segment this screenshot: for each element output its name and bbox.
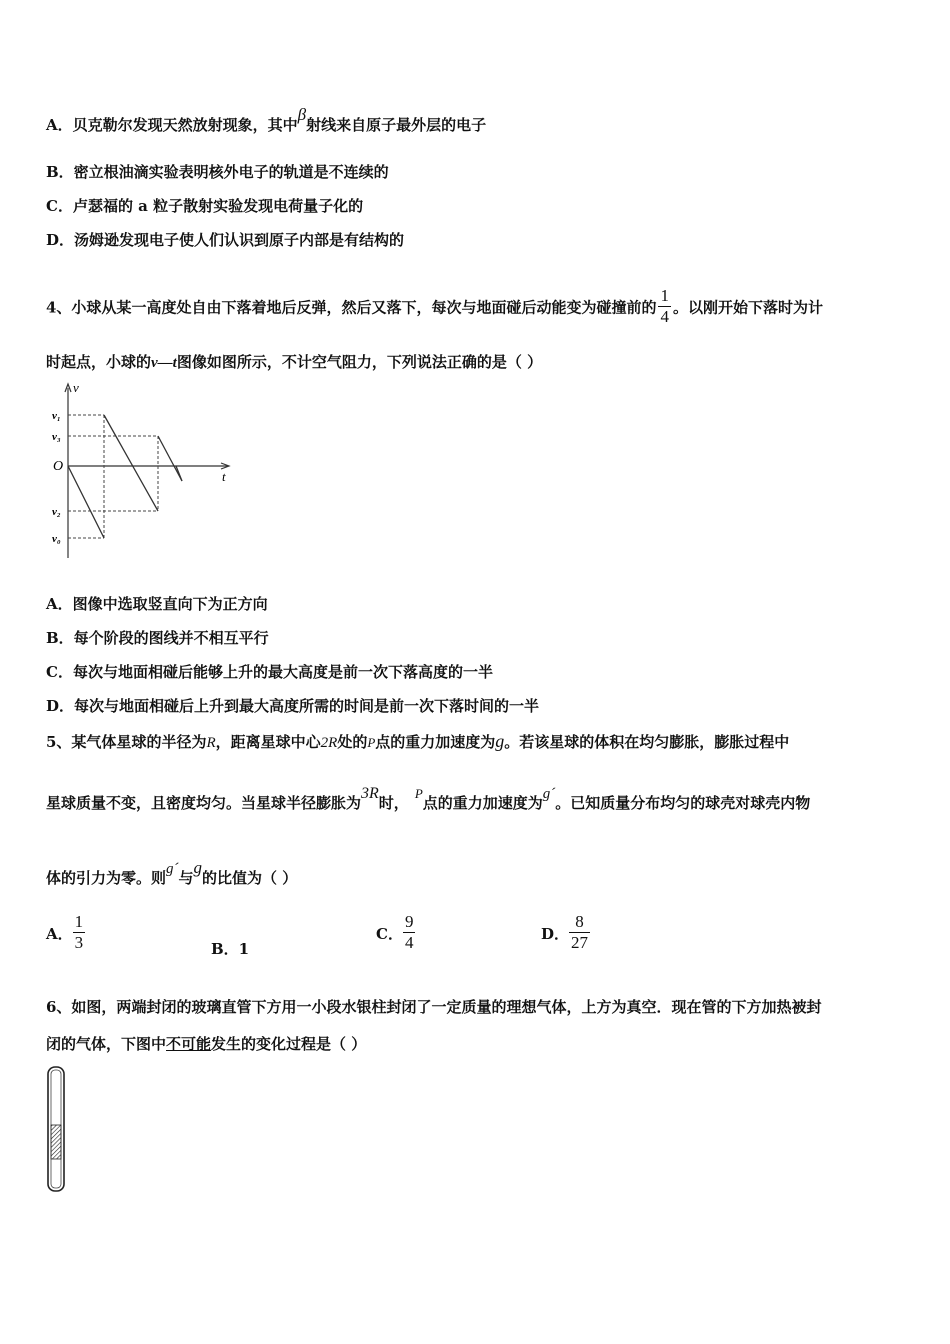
q5-text: 5、某气体星球的半径为 [46, 733, 207, 751]
q5-text: 处的 [337, 733, 368, 751]
q5-option-d[interactable] [541, 912, 590, 953]
q5-option-c[interactable] [376, 912, 415, 953]
q5-text: ，距离星球中心 [215, 733, 321, 751]
three-r-symbol: 3R [361, 785, 379, 802]
q5-stem-line3 [46, 858, 298, 889]
option-label: C． [376, 924, 403, 943]
two-r-symbol: 2R [320, 735, 338, 751]
q5-option-b[interactable]: B．1 [211, 940, 250, 958]
q4-option-c[interactable]: C．每次与地面相碰后能够上升的最大高度是前一次下落高度的一半 [46, 663, 493, 681]
q5-text: 点的重力加速度为 [422, 794, 543, 812]
q6-underlined-text: 不可能 [166, 1035, 212, 1053]
point-p-symbol: P [414, 786, 423, 801]
point-p-symbol: P [367, 735, 376, 750]
q4-option-b[interactable]: B．每个阶段的图线并不相互平行 [46, 629, 269, 647]
fraction-denominator: 27 [571, 933, 589, 952]
option-label: D． [541, 924, 570, 943]
q5-text: 体的引力为零。则 [46, 869, 167, 887]
q4-stem2-pre: 时起点，小球的 [46, 353, 152, 371]
v2-label: v₂ [52, 506, 61, 518]
g-symbol: g [193, 858, 203, 877]
q5-text: 点的重力加速度为 [375, 733, 496, 751]
g-prime-symbol: g´ [542, 786, 556, 802]
q5-option-a[interactable] [46, 912, 85, 953]
g-prime-symbol: g´ [166, 861, 179, 877]
q4-stem-line1 [46, 288, 823, 329]
q4-stem2-post: 图像如图所示，不计空气阻力，下列说法正确的是（ ） [176, 353, 543, 371]
vt-symbol: v—t [151, 355, 177, 371]
q6-stem-line1: 6、如图，两端封闭的玻璃直管下方用一小段水银柱封闭了一定质量的理想气体，上方为真空．现在管的下方加热被封 [46, 998, 822, 1016]
q4-fraction [658, 286, 671, 327]
q3-option-d[interactable]: D．汤姆逊发现电子使人们认识到原子内部是有结构的 [46, 231, 405, 249]
g-symbol: g [495, 731, 505, 751]
q3-option-c[interactable]: C．卢瑟福的 a 粒子散射实验发现电荷量子化的 [46, 197, 364, 215]
v3-label: v₃ [52, 431, 61, 443]
fraction-numerator: 8 [569, 912, 590, 933]
q3-option-b[interactable]: B．密立根油滴实验表明核外电子的轨道是不连续的 [46, 163, 389, 181]
q5-text: 。已知质量分布均匀的球壳对球壳内物 [555, 794, 811, 812]
q5-option-a-fraction [73, 912, 86, 953]
fraction-numerator: 9 [404, 912, 414, 931]
q4-stem-text-post: 。以刚开始下落时为计 [672, 298, 823, 317]
fraction-denominator: 4 [404, 933, 414, 952]
vt-line [68, 415, 182, 538]
q3-option-a[interactable] [46, 105, 487, 135]
option-label: A． [46, 924, 73, 943]
q5-text: 。若该星球的体积在均匀膨胀，膨胀过程中 [504, 733, 790, 751]
q4-stem-text: 4、小球从某一高度处自由下落着地后反弹，然后又落下，每次与地面碰后动能变为碰撞前的 [46, 298, 657, 317]
fraction-denominator: 3 [74, 933, 84, 952]
q4-fraction-denominator: 4 [660, 307, 669, 326]
t-axis-label: t [222, 469, 226, 484]
q4-fraction-numerator: 1 [660, 286, 669, 305]
v1-label: v₁ [52, 410, 61, 422]
vt-graph [46, 378, 246, 563]
q5-text: 的比值为（ ） [202, 869, 298, 887]
q6-stem-line2 [46, 1034, 366, 1054]
v-axis-label: v [73, 380, 79, 395]
q4-option-a[interactable]: A．图像中选取竖直向下为正方向 [46, 595, 268, 613]
q5-option-c-fraction [403, 912, 416, 953]
q5-option-d-fraction [569, 912, 590, 953]
q5-stem-line2 [46, 785, 811, 814]
beta-symbol: β [297, 105, 307, 124]
q3-option-a-text-pre: A．贝克勒尔发现天然放射现象，其中 [46, 116, 298, 134]
q5-text: 与 [178, 869, 194, 887]
q6-text: 发生的变化过程是（ ） [211, 1035, 367, 1053]
dashed-guides [68, 415, 158, 538]
q4-stem-line2 [46, 352, 542, 373]
origin-label: O [53, 459, 64, 474]
v0-label: v₀ [52, 533, 61, 545]
glass-tube-figure [44, 1065, 70, 1195]
mercury-column [51, 1125, 61, 1159]
q6-text: 闭的气体，下图中 [46, 1035, 167, 1053]
q5-text: 时， [378, 794, 409, 812]
radius-symbol: R [206, 735, 216, 751]
q3-option-a-text-post: 射线来自原子最外层的电子 [306, 116, 487, 134]
fraction-numerator: 1 [74, 912, 84, 931]
q5-text: 星球质量不变，且密度均匀。当星球半径膨胀为 [46, 794, 362, 812]
q4-option-d[interactable]: D．每次与地面相碰后上升到最大高度所需的时间是前一次下落时间的一半 [46, 697, 540, 715]
q5-stem-line1 [46, 731, 789, 753]
